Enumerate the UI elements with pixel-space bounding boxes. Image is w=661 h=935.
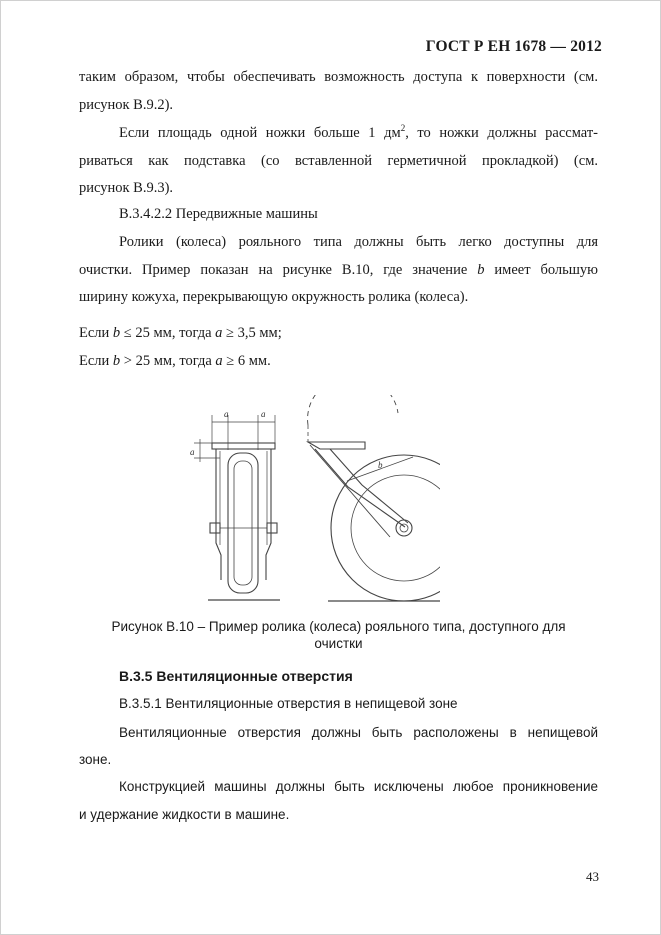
figure-caption-line-1: Рисунок В.10 – Пример ролика (колеса) рояльного типа, доступного для — [111, 619, 566, 634]
caster-front-view — [194, 415, 280, 600]
label-a-left: a — [224, 409, 229, 419]
caster-side-view — [308, 395, 440, 601]
section-paragraph-2-line-2: и удержание жидкости в машине. — [79, 807, 290, 822]
condition-2-var-a: a — [215, 353, 223, 369]
condition-2-value: ≥ 6 мм. — [222, 353, 271, 369]
label-a-vertical: a — [190, 447, 195, 457]
label-a-right: a — [261, 409, 266, 419]
page-number: 43 — [586, 869, 599, 884]
section-paragraph-1-line-1: Вентиляционные отверстия должны быть расположены в непищевой — [119, 725, 598, 740]
caster-wheel-figure — [190, 395, 440, 610]
condition-2-if: Если — [79, 353, 113, 369]
caster-arm-edge — [310, 445, 390, 537]
side-mount-plate — [308, 442, 365, 449]
section-subheading: В.3.5.1 Вентиляционные отверстия в непищевой зоне — [119, 696, 458, 711]
condition-1-value: ≥ 3,5 мм; — [222, 325, 282, 341]
wheel-axle-outer — [396, 520, 412, 536]
squared-superscript: 2 — [400, 123, 406, 134]
paragraph-3-line-3: ширину кожуха, перекрывающую окружность ролика (колеса). — [79, 289, 469, 305]
paragraph-2-line-1 — [119, 120, 598, 147]
example-text: очистки. Пример показан на рисунке В.10, где значение — [79, 262, 478, 278]
section-paragraph-1-line-2: зоне. — [79, 752, 112, 767]
caster-arm — [315, 449, 408, 527]
axle-nut-left — [210, 523, 220, 533]
paragraph-1-line-2: рисунок В.9.2). — [79, 97, 174, 113]
document-code-header: ГОСТ Р ЕН 1678 — 2012 — [425, 38, 602, 55]
condition-2 — [79, 348, 271, 375]
condition-1-then: ≤ 25 мм, тогда — [120, 325, 216, 341]
figure-caption-line-2: очистки — [314, 636, 363, 651]
label-b: b — [378, 460, 383, 470]
wheel-side-outer — [331, 455, 440, 601]
mount-plate — [212, 443, 275, 449]
paragraph-2-line-3: рисунок В.9.3). — [79, 180, 174, 196]
variable-b: b — [477, 262, 485, 278]
section-title-ventilation: В.3.5 Вентиляционные отверстия — [119, 668, 353, 684]
condition-1-if: Если — [79, 325, 113, 341]
area-text-continued: , то ножки должны рассмат- — [405, 125, 599, 141]
paragraph-1-line-1: таким образом, чтобы обеспечивать возможность доступа к поверхности (см. — [79, 69, 598, 85]
condition-1 — [79, 320, 282, 347]
paragraph-3-line-1: Ролики (колеса) рояльного типа должны быть легко доступны для — [119, 234, 598, 250]
wheel-front — [228, 453, 258, 593]
paragraph-3-line-2 — [79, 257, 598, 284]
axle-nut-right — [267, 523, 277, 533]
example-text-continued: имеет большую — [484, 262, 598, 278]
figure-caption — [79, 618, 598, 652]
wheel-axle-inner — [400, 524, 408, 532]
condition-1-var-b: b — [112, 325, 121, 341]
condition-1-var-a: a — [215, 325, 223, 341]
wheel-hub-front — [234, 461, 252, 585]
paragraph-2-line-2: риваться как подставка (со вставленной герметичной прокладкой) (см. — [79, 153, 598, 169]
area-text: Если площадь одной ножки больше 1 дм — [119, 125, 401, 141]
condition-2-var-b: b — [112, 353, 121, 369]
subsection-heading-mobile-machines: В.3.4.2.2 Передвижные машины — [119, 206, 318, 222]
swivel-radius-dashed — [308, 395, 398, 425]
section-paragraph-2-line-1: Конструкцией машины должны быть исключены любое проникновение — [119, 779, 598, 794]
condition-2-then: > 25 мм, тогда — [120, 353, 216, 369]
